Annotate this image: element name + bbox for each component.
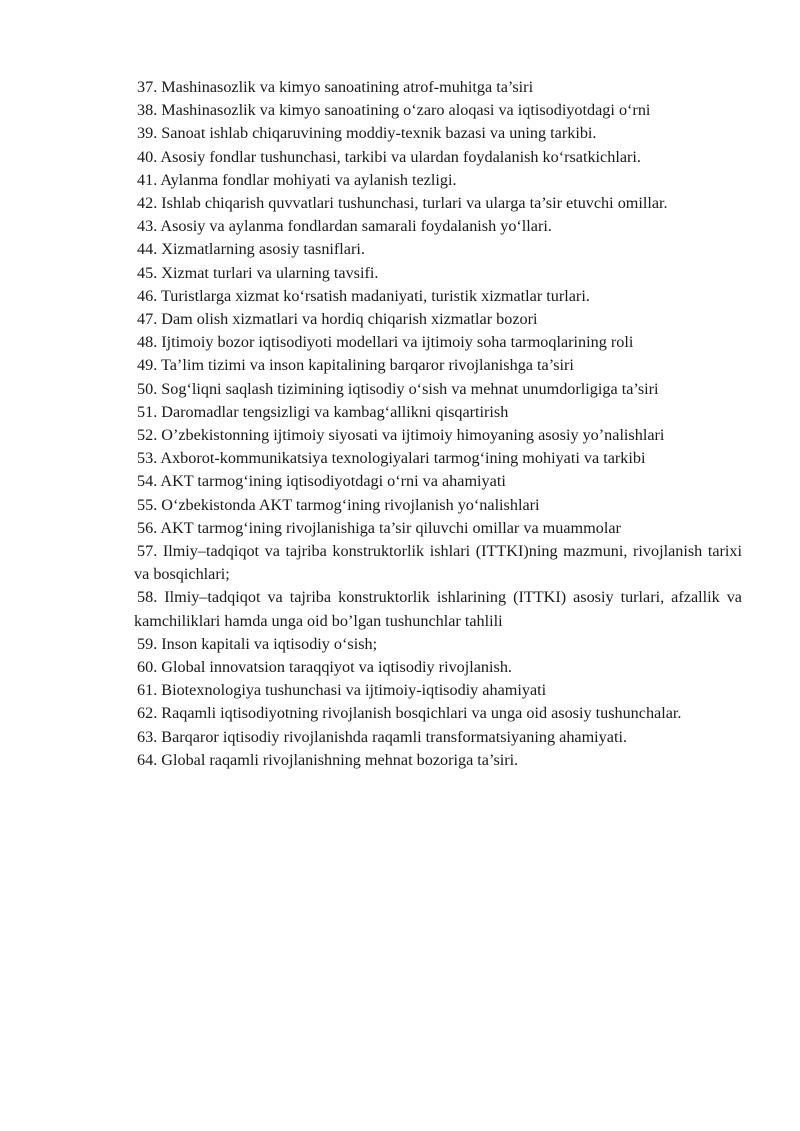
list-item: 50. Sog‘liqni saqlash tizimining iqtisodiy o‘sish va mehnat unumdorligiga ta’siri <box>137 379 659 398</box>
list-item: 43. Asosiy va aylanma fondlardan samarali foydalanish yo‘llari. <box>137 217 552 236</box>
list-item: 59. Inson kapitali va iqtisodiy o‘sish; <box>137 634 378 653</box>
list-item: 52. O’zbekistonning ijtimoiy siyosati va ijtimoiy himoyaning asosiy yo’nalishlari <box>137 426 665 445</box>
list-item: 55. O‘zbekistonda AKT tarmog‘ining rivojlanish yo‘nalishlari <box>137 495 540 514</box>
list-item: 61. Biotexnologiya tushunchasi va ijtimoiy-iqtisodiy ahamiyati <box>137 681 547 700</box>
list-item: 40. Asosiy fondlar tushunchasi, tarkibi va ulardan foydalanish ko‘rsatkichlari. <box>137 147 641 166</box>
list-item: 41. Aylanma fondlar mohiyati va aylanish tezligi. <box>137 170 457 189</box>
list-item: 51. Daromadlar tengsizligi va kambag‘allikni qisqartirish <box>137 402 509 421</box>
list-item: 57. Ilmiy–tadqiqot va tajriba konstruktorlik ishlari (ITTKI)ning mazmuni, rivojlanish tarixi va bosqichlari; <box>134 542 742 584</box>
list-item: 58. Ilmiy–tadqiqot va tajriba konstruktorlik ishlarining (ITTKI) asosiy turlari, afzallik va kamchiliklari hamda unga oid bo’lgan tushunchlar tahlili <box>134 588 742 630</box>
list-item: 56. AKT tarmog‘ining rivojlanishiga ta’sir qiluvchi omillar va muammolar <box>137 518 621 537</box>
question-list <box>134 76 742 772</box>
list-item: 37. Mashinasozlik va kimyo sanoatining atrof-muhitga ta’siri <box>137 78 534 96</box>
list-item: 54. AKT tarmog‘ining iqtisodiyotdagi o‘rni va ahamiyati <box>137 472 506 491</box>
list-item: 49. Ta’lim tizimi va inson kapitalining barqaror rivojlanishga ta’siri <box>137 356 574 375</box>
list-item: 62. Raqamli iqtisodiyotning rivojlanish bosqichlari va unga oid asosiy tushunchalar. <box>137 704 682 723</box>
list-item: 60. Global innovatsion taraqqiyot va iqtisodiy rivojlanish. <box>137 658 512 677</box>
list-item: 64. Global raqamli rivojlanishning mehnat bozoriga ta’siri. <box>137 750 519 769</box>
list-item: 48. Ijtimoiy bozor iqtisodiyoti modellari va ijtimoiy soha tarmoqlarining roli <box>137 333 634 352</box>
list-item: 45. Xizmat turlari va ularning tavsifi. <box>137 263 379 282</box>
list-item: 63. Barqaror iqtisodiy rivojlanishda raqamli transformatsiyaning ahamiyati. <box>137 727 628 746</box>
list-item: 53. Axborot-kommunikatsiya texnologiyalari tarmog‘ining mohiyati va tarkibi <box>137 449 646 468</box>
list-item: 47. Dam olish xizmatlari va hordiq chiqarish xizmatlar bozori <box>137 310 538 329</box>
list-item: 42. Ishlab chiqarish quvvatlari tushunchasi, turlari va ularga ta’sir etuvchi omillar. <box>137 194 668 213</box>
list-item: 39. Sanoat ishlab chiqaruvining moddiy-texnik bazasi va uning tarkibi. <box>137 124 597 143</box>
list-item: 44. Xizmatlarning asosiy tasniflari. <box>137 240 365 259</box>
list-item: 46. Turistlarga xizmat ko‘rsatish madaniyati, turistik xizmatlar turlari. <box>137 286 590 305</box>
list-item: 38. Mashinasozlik va kimyo sanoatining o‘zaro aloqasi va iqtisodiyotdagi o‘rni <box>137 101 651 120</box>
